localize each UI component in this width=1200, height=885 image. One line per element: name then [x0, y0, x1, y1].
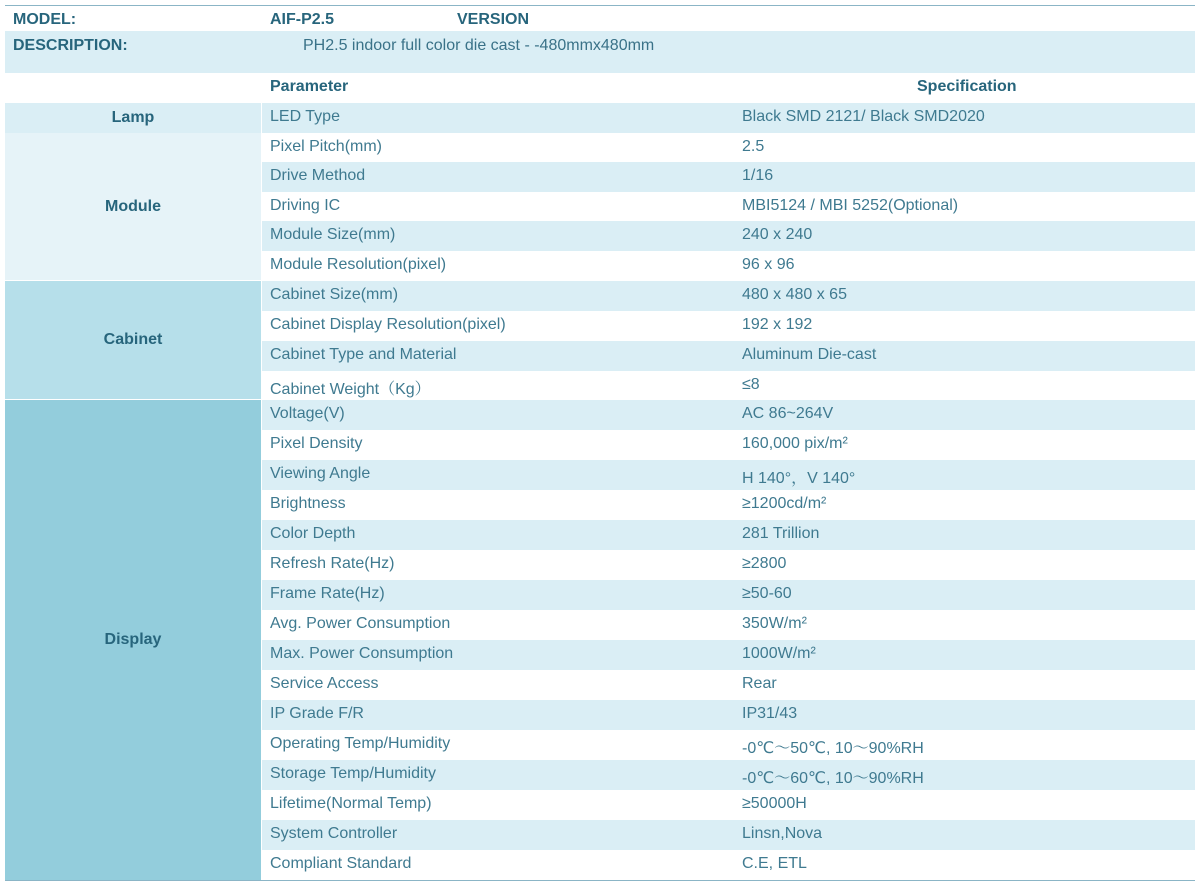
specification-cell: 480 x 480 x 65	[742, 286, 847, 303]
parameter-cell: Driving IC	[270, 197, 341, 214]
spec-table	[5, 103, 1195, 880]
specification-cell: ≥2800	[742, 555, 787, 572]
specification-cell: Linsn,Nova	[742, 825, 823, 842]
table-row	[262, 400, 1195, 430]
table-row	[262, 760, 1195, 790]
table-row	[262, 103, 1195, 133]
parameter-cell: Lifetime(Normal Temp)	[270, 795, 432, 812]
column-header-row	[5, 73, 1195, 103]
specification-cell: 2.5	[742, 138, 765, 155]
specification-cell: Aluminum Die-cast	[742, 346, 877, 363]
parameter-cell: Viewing Angle	[270, 465, 371, 482]
parameter-cell: Pixel Pitch(mm)	[270, 138, 383, 155]
group-label: Lamp	[111, 109, 155, 126]
group-cabinet	[5, 281, 261, 399]
parameter-cell: Cabinet Size(mm)	[270, 286, 399, 303]
group-label: Cabinet	[103, 331, 163, 348]
table-row	[262, 520, 1195, 550]
parameter-cell: Service Access	[270, 675, 379, 692]
parameter-cell: Module Size(mm)	[270, 226, 396, 243]
specification-column-header: Specification	[917, 78, 1017, 95]
model-label: MODEL:	[13, 11, 77, 28]
parameter-cell: Cabinet Type and Material	[270, 346, 457, 363]
table-row	[262, 311, 1195, 341]
table-row	[262, 460, 1195, 490]
table-row	[262, 133, 1195, 163]
specification-cell: 192 x 192	[742, 316, 813, 333]
table-row	[262, 341, 1195, 371]
parameter-cell: Avg. Power Consumption	[270, 615, 451, 632]
specification-cell: -0℃～50℃, 10～90%RH	[742, 740, 924, 757]
table-row	[262, 371, 1195, 401]
model-row	[5, 5, 1195, 32]
parameter-cell: LED Type	[270, 108, 340, 125]
specification-cell: 350W/m²	[742, 615, 807, 632]
group-label: Module	[105, 197, 161, 215]
group-module	[5, 133, 261, 280]
specification-cell: 240 x 240	[742, 226, 813, 243]
table-bottom-border	[5, 880, 1195, 881]
parameter-cell: Max. Power Consumption	[270, 645, 454, 662]
table-row	[262, 221, 1195, 251]
table-row	[262, 162, 1195, 192]
model-value: AIF-P2.5	[270, 11, 335, 28]
table-row	[262, 640, 1195, 670]
specification-cell: 1/16	[742, 167, 774, 184]
group-label: Display	[104, 631, 162, 648]
table-row	[262, 192, 1195, 222]
parameter-cell: Drive Method	[270, 167, 366, 184]
specification-cell: 96 x 96	[742, 256, 795, 273]
specification-cell: ≤8	[742, 376, 760, 393]
table-row	[262, 820, 1195, 850]
specification-cell: ≥50-60	[742, 585, 792, 602]
parameter-cell: Cabinet Display Resolution(pixel)	[270, 316, 506, 333]
parameter-cell: Storage Temp/Humidity	[270, 765, 436, 782]
specification-cell: 1000W/m²	[742, 645, 816, 662]
parameter-cell: Refresh Rate(Hz)	[270, 555, 395, 572]
specification-cell: C.E, ETL	[742, 855, 807, 872]
parameter-column-header: Parameter	[270, 78, 349, 95]
specification-cell: ≥1200cd/m²	[742, 495, 827, 512]
parameter-cell: Operating Temp/Humidity	[270, 735, 451, 752]
specification-cell: 160,000 pix/m²	[742, 435, 848, 452]
parameter-cell: System Controller	[270, 825, 398, 842]
specification-cell: ≥50000H	[742, 795, 807, 812]
description-row	[5, 31, 1195, 73]
parameter-cell: Pixel Density	[270, 435, 363, 452]
parameter-cell: IP Grade F/R	[270, 705, 364, 722]
table-row	[262, 700, 1195, 730]
table-row	[262, 790, 1195, 820]
table-row	[262, 430, 1195, 460]
description-value: PH2.5 indoor full color die cast - -480mmx480mm	[303, 37, 655, 54]
specification-cell: -0℃～60℃, 10～90%RH	[742, 770, 924, 787]
description-label: DESCRIPTION:	[13, 37, 128, 54]
group-display	[5, 400, 261, 880]
table-row	[262, 850, 1195, 880]
parameter-cell: Compliant Standard	[270, 855, 412, 872]
specification-cell: H 140°，V 140°	[742, 470, 856, 487]
table-row	[262, 281, 1195, 311]
table-row	[262, 730, 1195, 760]
version-label: VERSION	[457, 11, 530, 28]
parameter-cell: Cabinet Weight（Kg）	[270, 381, 431, 398]
table-row	[262, 251, 1195, 281]
parameter-cell: Voltage(V)	[270, 405, 345, 422]
parameter-cell: Frame Rate(Hz)	[270, 585, 385, 602]
table-row	[262, 550, 1195, 580]
specification-cell: Black SMD 2121/ Black SMD2020	[742, 108, 985, 125]
specification-cell: IP31/43	[742, 705, 798, 722]
parameter-cell: Module Resolution(pixel)	[270, 256, 447, 273]
table-row	[262, 580, 1195, 610]
specification-cell: MBI5124 / MBI 5252(Optional)	[742, 197, 959, 214]
table-row	[262, 670, 1195, 700]
parameter-cell: Color Depth	[270, 525, 356, 542]
specification-cell: 281 Trillion	[742, 525, 820, 542]
parameter-cell: Brightness	[270, 495, 346, 512]
group-lamp	[5, 103, 261, 133]
table-row	[262, 490, 1195, 520]
specification-cell: AC 86~264V	[742, 405, 834, 422]
table-row	[262, 610, 1195, 640]
specification-cell: Rear	[742, 675, 777, 692]
